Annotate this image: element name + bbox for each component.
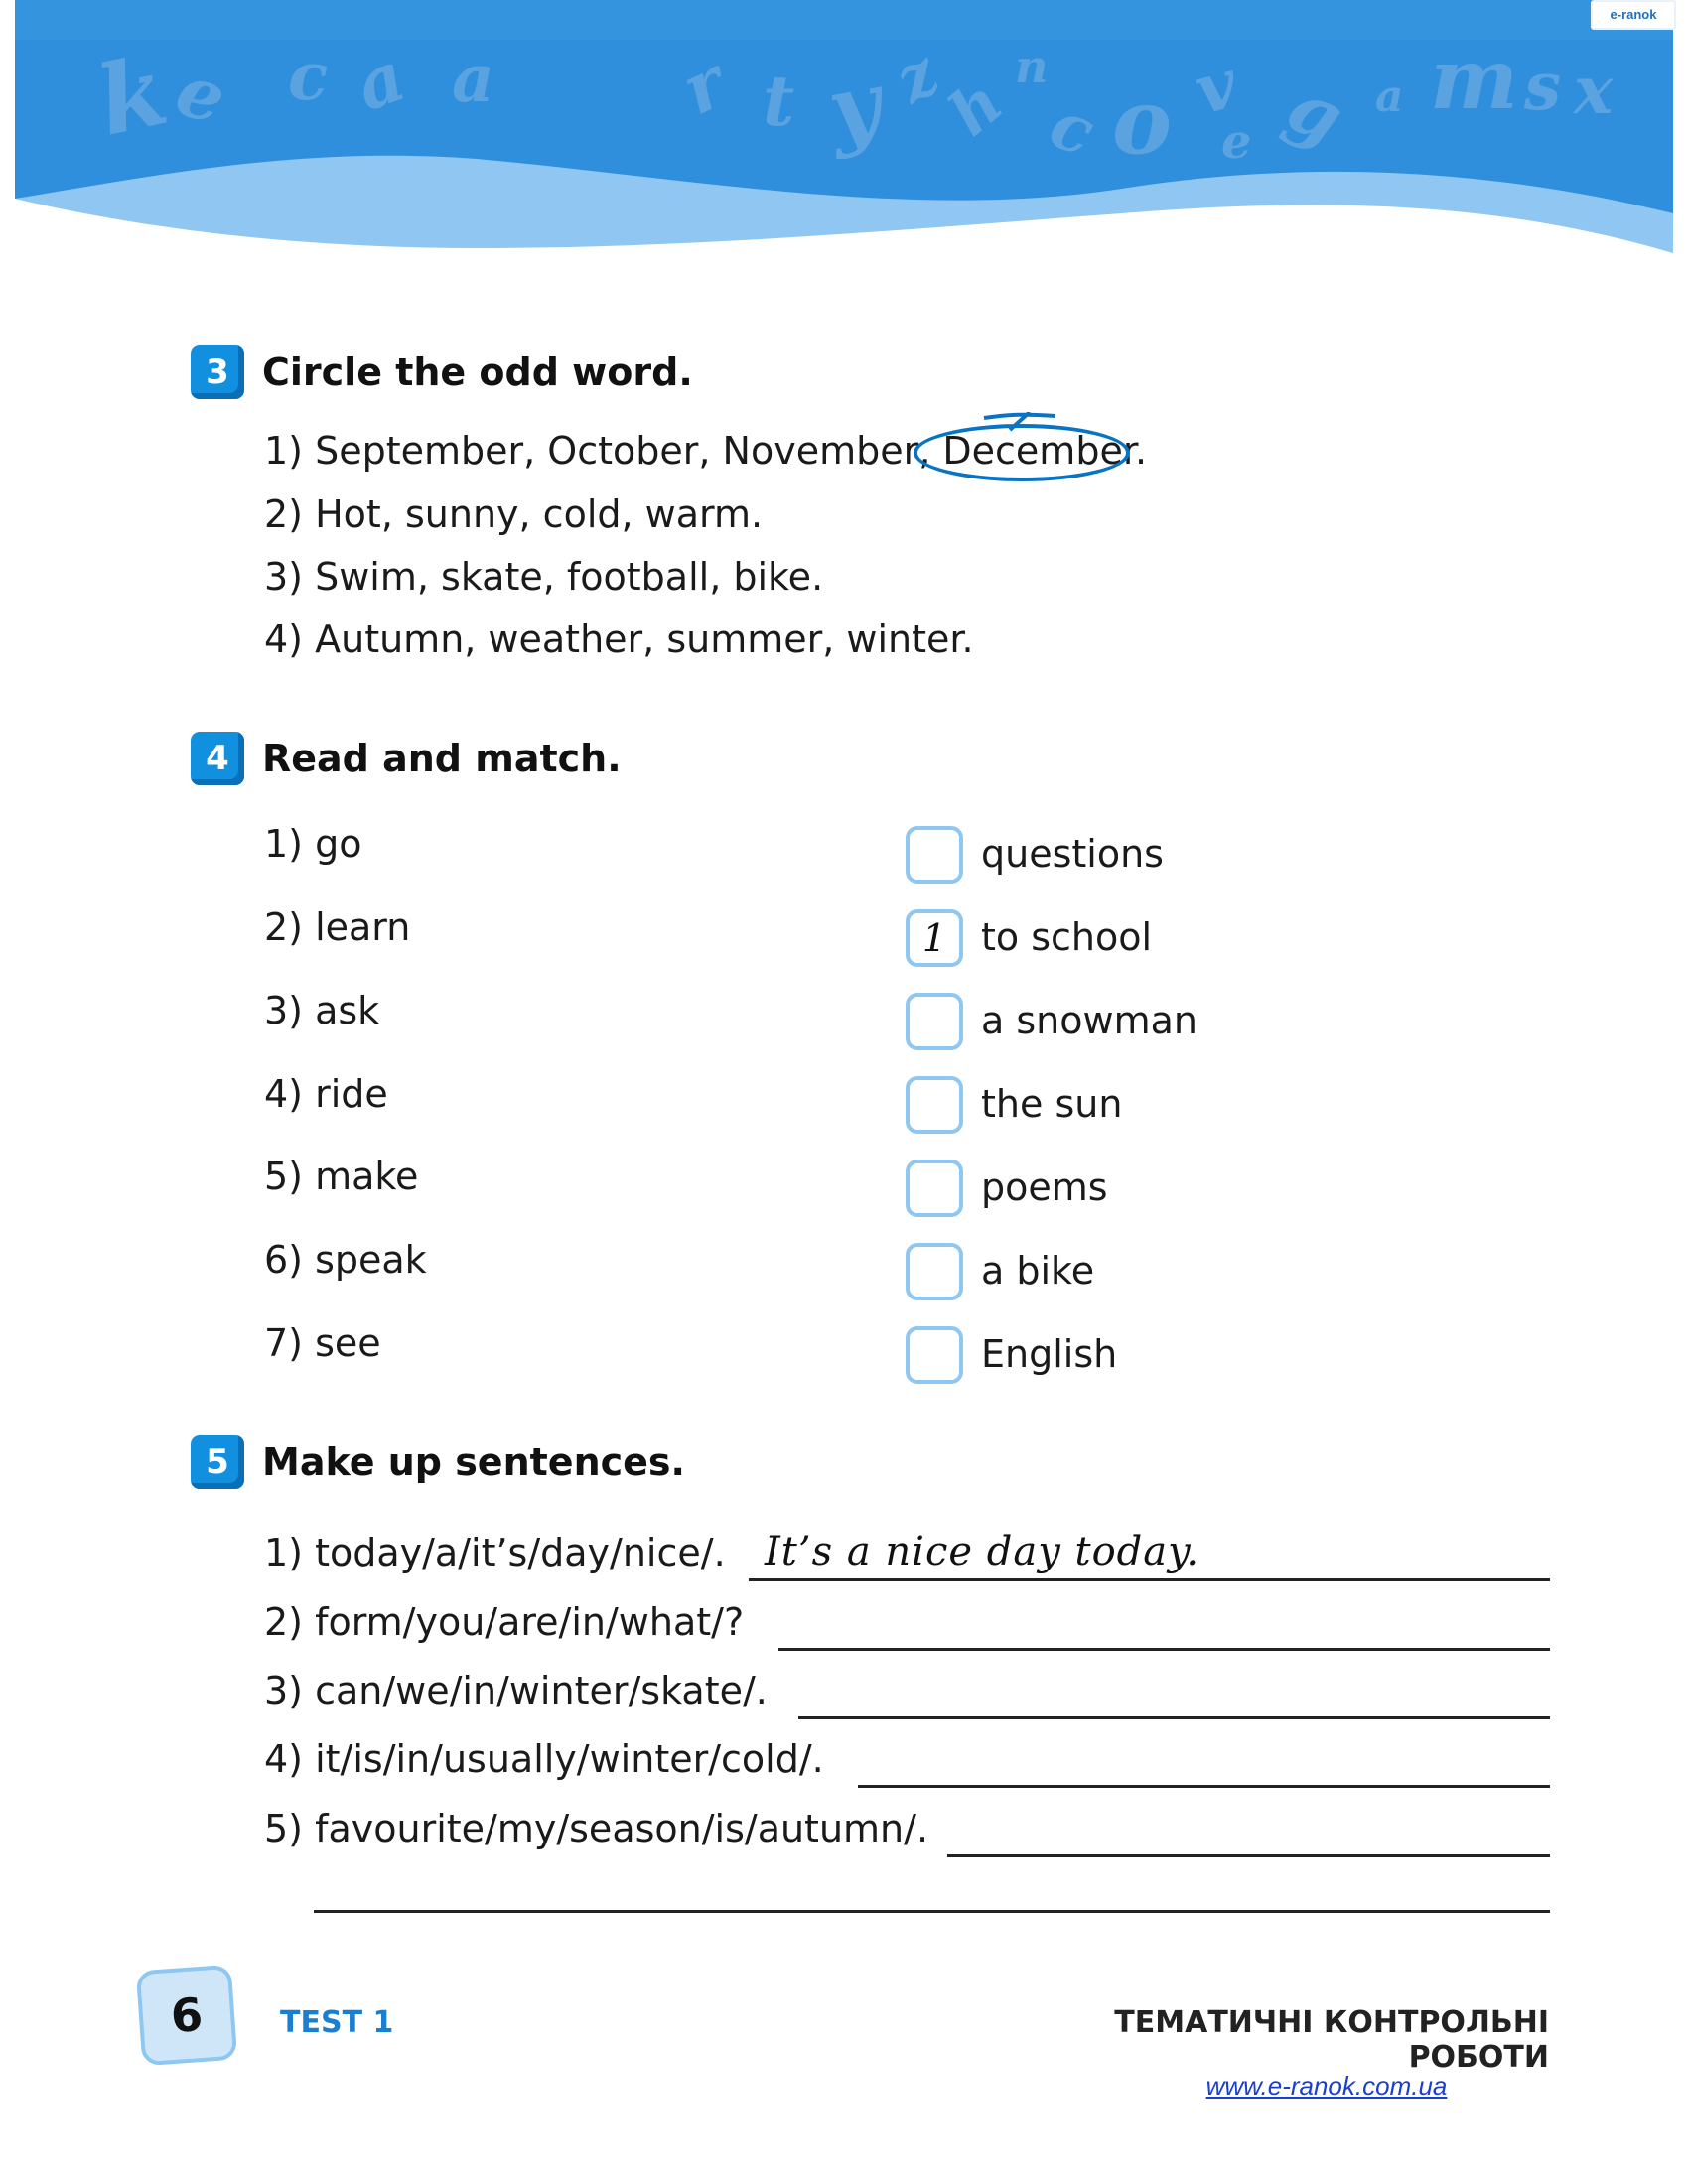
match-left-item: 7) see [264,1321,381,1365]
match-right-item: questions [981,832,1164,876]
odd-word-line-3: 3) Swim, skate, football, bike. [264,555,824,599]
answer-line[interactable] [858,1785,1550,1788]
section-4-header [191,732,622,785]
answer-line[interactable] [749,1578,1550,1581]
section-number-badge: 4 [191,732,244,785]
decorative-letter: a [452,40,494,117]
decorative-letter: o [1112,69,1173,175]
decorative-letter: a [345,34,416,128]
match-answer-box[interactable] [906,1160,963,1217]
section-number-badge: 5 [191,1435,244,1489]
match-left-item: 4) ride [264,1072,388,1116]
answer-line[interactable] [778,1648,1550,1651]
match-answer-box[interactable] [906,993,963,1050]
match-right-item: poems [981,1165,1108,1209]
sentence-prompt: 5) favourite/my/season/is/autumn/. [264,1807,929,1850]
match-answer-box[interactable] [906,1076,963,1134]
page-number: 6 [136,1965,237,2066]
match-right-item: the sun [981,1082,1123,1126]
match-left-item: 2) learn [264,905,411,949]
match-left-item: 1) go [264,822,362,866]
decorative-letter: g [1275,63,1356,161]
decorative-letter: h [934,66,1017,150]
match-left-item: 3) ask [264,989,380,1032]
match-right-item: a snowman [981,999,1197,1042]
decorative-letter: v [1187,44,1246,131]
decorative-letter: y [820,51,889,162]
decorative-letter: t [763,60,795,142]
decorative-letter: n [1015,40,1049,93]
sentence-prompt: 2) form/you/are/in/what/? [264,1600,745,1644]
answer-line[interactable] [798,1716,1550,1719]
cross-check-mark [980,412,1059,438]
decorative-letter: z [882,35,951,119]
sentence-prompt: 3) can/we/in/winter/skate/. [264,1669,768,1712]
match-left-item: 6) speak [264,1238,427,1282]
match-right-item: a bike [981,1249,1095,1293]
section-3-header [191,345,693,399]
decorative-letter: r [669,41,738,131]
decorative-letter: a [1375,71,1404,122]
decorative-letter: c [288,38,329,115]
decorative-letter: c [1040,84,1105,172]
section-title: Make up sentences. [262,1440,685,1484]
answer-line[interactable] [947,1854,1550,1857]
section-title: Read and match. [262,737,622,780]
match-answer-box[interactable] [906,1243,963,1300]
section-5-header [191,1435,685,1489]
circled-word: December. [942,429,1148,473]
test-label: TEST 1 [280,2005,394,2040]
match-answer-box[interactable] [906,1326,963,1384]
odd-word-line-1: 1) September, October, November, December. [264,429,1148,473]
match-right-item: English [981,1332,1118,1376]
match-left-item: 5) make [264,1155,419,1198]
sentence-answer[interactable]: It’s a nice day today. [765,1529,1200,1574]
match-right-item: to school [981,915,1153,959]
decorative-letter: e [166,47,236,141]
website-link[interactable]: www.e-ranok.com.ua [1205,2071,1448,2101]
sentence-prompt: 4) it/is/in/usually/winter/cold/. [264,1737,824,1781]
section-title: Circle the odd word. [262,350,693,394]
section-number-badge: 3 [191,345,244,399]
series-title: ТЕМАТИЧНІ КОНТРОЛЬНІ РОБОТИ [1114,2005,1549,2075]
odd-word-line-4: 4) Autumn, weather, summer, winter. [264,617,974,661]
odd-word-line-2: 2) Hot, sunny, cold, warm. [264,492,764,536]
decorative-letter: m [1430,30,1518,128]
decorative-letter: e [1221,114,1252,170]
decorative-letter: x [1574,52,1614,129]
match-answer-box[interactable] [906,826,963,884]
sentence-prompt: 1) today/a/it’s/day/nice/. [264,1531,726,1574]
page-header-banner [0,0,1688,288]
match-answer-box[interactable]: 1 [906,909,963,967]
decorative-letter: k [87,34,177,158]
decorative-letter: s [1524,48,1562,125]
brand-logo: e-ranok [1591,0,1676,30]
answer-line-extra[interactable] [314,1910,1550,1913]
